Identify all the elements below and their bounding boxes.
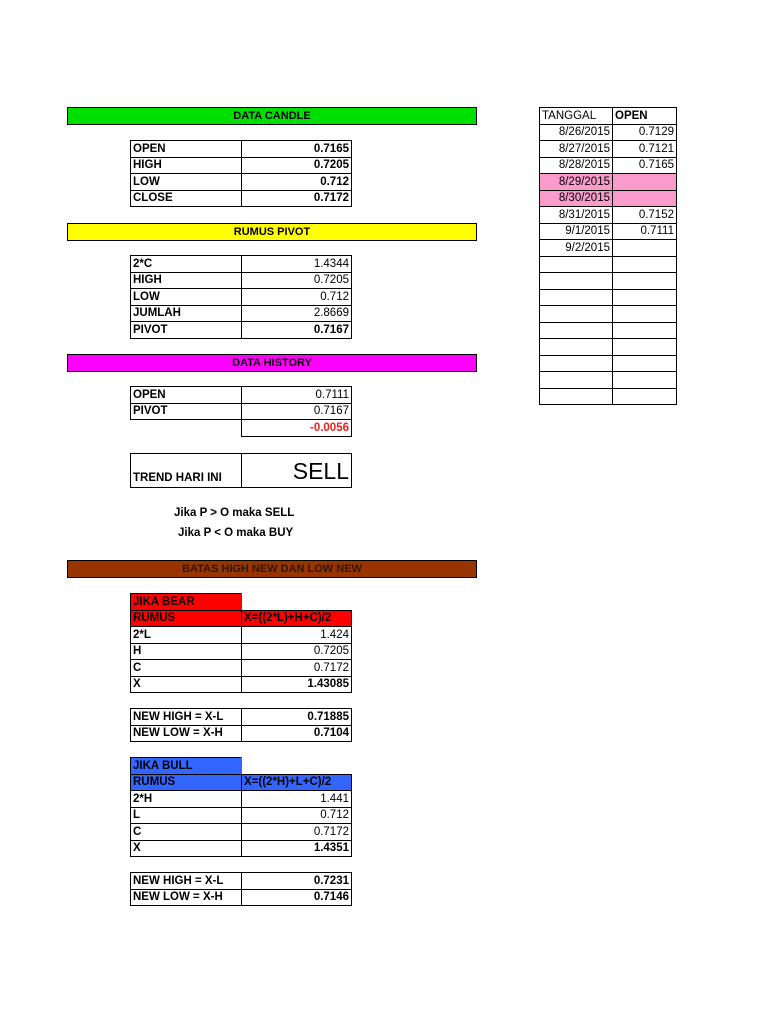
table-row [131, 420, 352, 437]
table-row [540, 240, 677, 257]
table-row [131, 840, 352, 857]
value-cell[interactable]: 0.712 [242, 289, 352, 306]
label-cell[interactable]: PIVOT [131, 322, 242, 339]
label-cell[interactable]: 2*H [131, 791, 242, 808]
date-cell[interactable] [540, 289, 613, 306]
label-cell[interactable]: L [131, 807, 242, 824]
label-cell[interactable]: X [131, 840, 242, 857]
value-cell[interactable]: 0.7167 [242, 322, 352, 339]
label-cell[interactable]: 2*L [131, 627, 242, 644]
open-cell[interactable] [613, 372, 677, 389]
table-row [540, 190, 677, 207]
value-cell[interactable]: 0.7146 [242, 889, 352, 906]
value-cell[interactable]: 0.7111 [242, 387, 352, 404]
date-cell[interactable]: 8/31/2015 [540, 207, 613, 224]
bear-new-table [130, 708, 352, 742]
table-row [131, 610, 352, 627]
date-cell[interactable]: 8/27/2015 [540, 141, 613, 158]
date-cell[interactable] [540, 256, 613, 273]
label-cell[interactable]: NEW HIGH = X-L [131, 873, 242, 890]
table-row [131, 387, 352, 404]
value-cell[interactable]: 0.7205 [242, 157, 352, 174]
table-row [540, 207, 677, 224]
data-candle-header: DATA CANDLE [67, 107, 477, 125]
table-row [131, 272, 352, 289]
date-cell[interactable] [540, 355, 613, 372]
table-row [540, 289, 677, 306]
label-cell[interactable]: JUMLAH [131, 305, 242, 322]
table-row [131, 141, 352, 158]
open-cell[interactable]: 0.7129 [613, 124, 677, 141]
date-cell[interactable] [540, 388, 613, 405]
bear-title[interactable]: JIKA BEAR [131, 594, 242, 611]
table-row [131, 758, 352, 775]
table-row [540, 339, 677, 356]
table-row [131, 725, 352, 742]
value-cell[interactable]: 1.4351 [242, 840, 352, 857]
date-cell[interactable] [540, 306, 613, 323]
table-row [131, 709, 352, 726]
trend-value[interactable]: SELL [242, 454, 352, 488]
open-cell[interactable]: 0.7121 [613, 141, 677, 158]
table-row [131, 824, 352, 841]
table-row [131, 627, 352, 644]
date-cell[interactable]: 9/1/2015 [540, 223, 613, 240]
date-cell[interactable]: 8/30/2015 [540, 190, 613, 207]
value-cell[interactable]: 0.712 [242, 807, 352, 824]
trend-table [130, 453, 352, 488]
value-cell[interactable]: 0.7104 [242, 725, 352, 742]
table-row [131, 660, 352, 677]
value-cell[interactable]: 1.4344 [242, 256, 352, 273]
date-cell[interactable] [540, 322, 613, 339]
table-row [540, 372, 677, 389]
date-cell[interactable]: 9/2/2015 [540, 240, 613, 257]
open-cell[interactable] [613, 289, 677, 306]
value-cell[interactable]: 0.71885 [242, 709, 352, 726]
open-cell[interactable] [613, 174, 677, 191]
label-cell[interactable]: LOW [131, 289, 242, 306]
bull-new-table [130, 872, 352, 906]
note-sell: Jika P > O maka SELL [174, 507, 295, 519]
open-cell[interactable] [613, 240, 677, 257]
bull-table [130, 757, 352, 857]
date-cell[interactable]: 8/26/2015 [540, 124, 613, 141]
label-cell[interactable]: NEW LOW = X-H [131, 889, 242, 906]
open-cell[interactable] [613, 322, 677, 339]
value-cell[interactable]: 0.7172 [242, 824, 352, 841]
rumus-label[interactable]: RUMUS [131, 610, 242, 627]
value-cell[interactable]: 0.7172 [242, 190, 352, 207]
header-open[interactable]: OPEN [613, 108, 677, 125]
label-cell[interactable]: NEW HIGH = X-L [131, 709, 242, 726]
table-row [540, 223, 677, 240]
rumus-formula[interactable]: X=((2*H)+L+C)/2 [242, 774, 352, 791]
bull-title[interactable]: JIKA BULL [131, 758, 242, 775]
open-cell[interactable] [613, 256, 677, 273]
label-cell[interactable]: HIGH [131, 272, 242, 289]
value-cell[interactable]: 0.7165 [242, 141, 352, 158]
table-row [131, 791, 352, 808]
data-history-table [130, 386, 352, 437]
open-cell[interactable] [613, 339, 677, 356]
label-cell[interactable]: PIVOT [131, 403, 242, 420]
label-cell[interactable]: OPEN [131, 387, 242, 404]
value-cell[interactable]: 1.43085 [242, 676, 352, 693]
value-cell[interactable]: 0.7231 [242, 873, 352, 890]
table-row [540, 273, 677, 290]
value-cell[interactable]: 0.712 [242, 174, 352, 191]
table-row [131, 676, 352, 693]
table-row [540, 124, 677, 141]
data-history-header: DATA HISTORY [67, 354, 477, 372]
empty-cell [242, 594, 352, 611]
table-row [540, 174, 677, 191]
table-row [131, 643, 352, 660]
table-row [131, 403, 352, 420]
note-buy: Jika P < O maka BUY [178, 527, 294, 539]
empty-cell [242, 758, 352, 775]
label-cell[interactable]: OPEN [131, 141, 242, 158]
table-row [540, 322, 677, 339]
table-row [131, 157, 352, 174]
open-cell[interactable] [613, 306, 677, 323]
value-cell[interactable]: 2.8669 [242, 305, 352, 322]
label-cell[interactable]: C [131, 660, 242, 677]
table-row [540, 256, 677, 273]
batas-header: BATAS HIGH NEW DAN LOW NEW [67, 560, 477, 578]
history-date-table [539, 107, 677, 405]
table-row [131, 174, 352, 191]
open-cell[interactable]: 0.7165 [613, 157, 677, 174]
value-cell[interactable]: 1.424 [242, 627, 352, 644]
table-row [131, 594, 352, 611]
table-row [131, 322, 352, 339]
table-row [540, 157, 677, 174]
table-row [131, 454, 352, 488]
open-cell[interactable]: 0.7152 [613, 207, 677, 224]
date-cell[interactable] [540, 273, 613, 290]
rumus-label[interactable]: RUMUS [131, 774, 242, 791]
date-cell[interactable] [540, 339, 613, 356]
open-cell[interactable]: 0.7111 [613, 223, 677, 240]
open-cell[interactable] [613, 273, 677, 290]
table-header-row [540, 108, 677, 125]
table-row [131, 289, 352, 306]
open-cell[interactable] [613, 190, 677, 207]
label-cell[interactable]: LOW [131, 174, 242, 191]
table-row [540, 141, 677, 158]
table-row [131, 889, 352, 906]
rumus-formula[interactable]: X=((2*L)+H+C)/2 [242, 610, 352, 627]
table-row [131, 305, 352, 322]
data-candle-table [130, 140, 352, 207]
table-row [131, 873, 352, 890]
label-cell[interactable]: HIGH [131, 157, 242, 174]
value-cell[interactable]: 0.7167 [242, 403, 352, 420]
open-cell[interactable] [613, 355, 677, 372]
date-cell[interactable]: 8/28/2015 [540, 157, 613, 174]
table-row [540, 306, 677, 323]
trend-label[interactable]: TREND HARI INI [131, 454, 242, 488]
header-tanggal[interactable]: TANGGAL [540, 108, 613, 125]
label-cell[interactable]: X [131, 676, 242, 693]
label-cell[interactable]: H [131, 643, 242, 660]
value-cell[interactable]: 1.441 [242, 791, 352, 808]
difference-cell[interactable]: -0.0056 [242, 420, 352, 437]
label-cell[interactable]: 2*C [131, 256, 242, 273]
date-cell[interactable]: 8/29/2015 [540, 174, 613, 191]
label-cell[interactable]: C [131, 824, 242, 841]
label-cell[interactable] [131, 420, 242, 437]
table-row [131, 190, 352, 207]
table-row [131, 774, 352, 791]
value-cell[interactable]: 0.7172 [242, 660, 352, 677]
date-cell[interactable] [540, 372, 613, 389]
open-cell[interactable] [613, 388, 677, 405]
table-row [540, 355, 677, 372]
rumus-pivot-header: RUMUS PIVOT [67, 223, 477, 241]
table-row [540, 388, 677, 405]
value-cell[interactable]: 0.7205 [242, 272, 352, 289]
value-cell[interactable]: 0.7205 [242, 643, 352, 660]
rumus-pivot-table [130, 255, 352, 339]
label-cell[interactable]: CLOSE [131, 190, 242, 207]
table-row [131, 807, 352, 824]
table-row [131, 256, 352, 273]
label-cell[interactable]: NEW LOW = X-H [131, 725, 242, 742]
bear-table [130, 593, 352, 693]
